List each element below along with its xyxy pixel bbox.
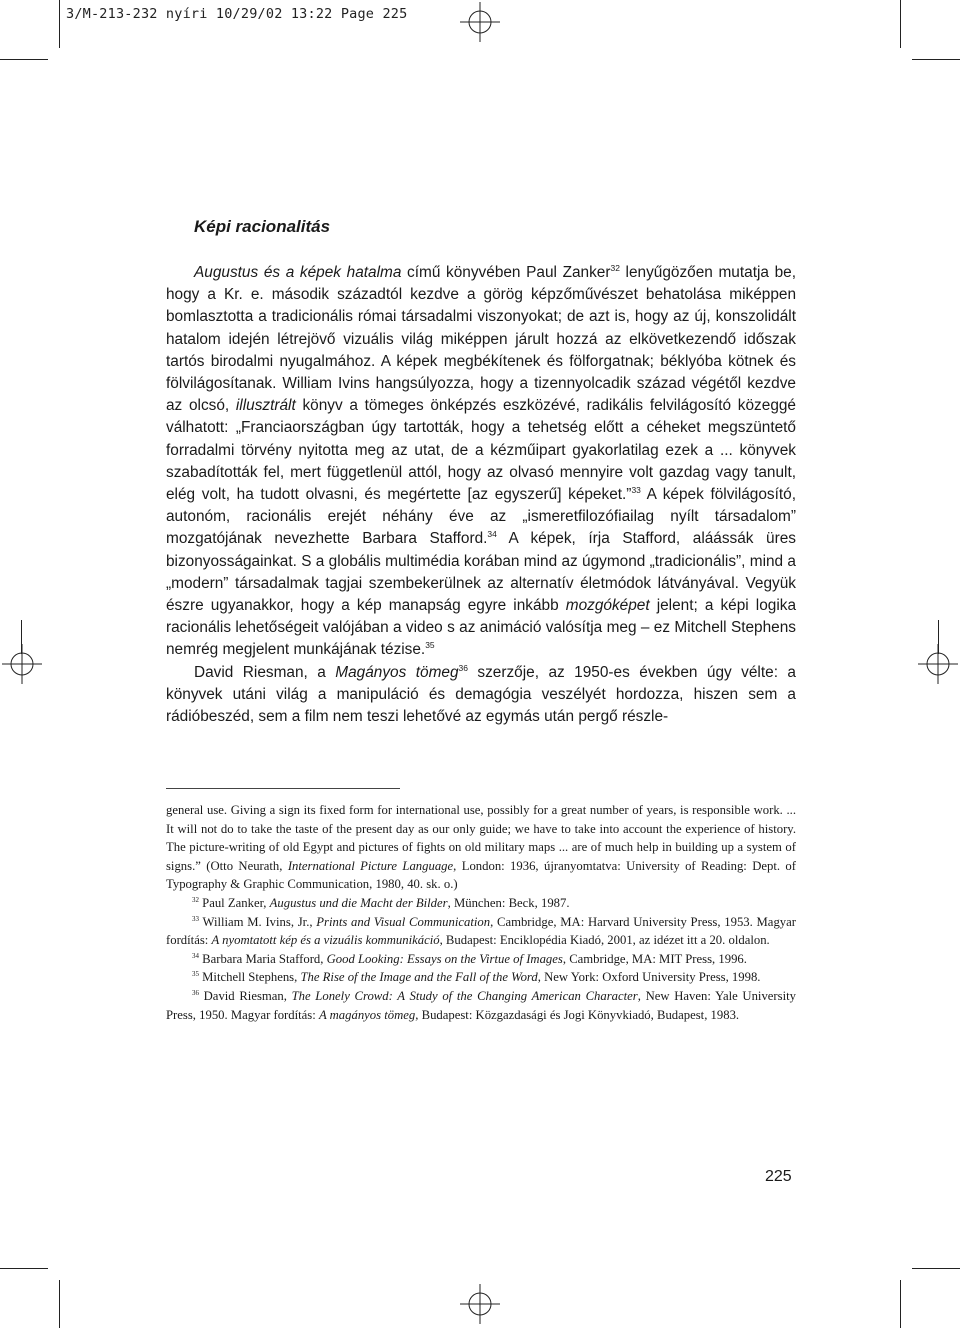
footnote-number: 33 [192, 914, 199, 923]
text-run: , Budapest: Enciklopédia Kiadó, 2001, az idézet itt a 20. oldalon. [439, 933, 770, 948]
section-title: Képi racionalitás [194, 217, 331, 236]
footnote-number: 35 [192, 970, 199, 979]
text-run: , Budapest: Közgazdasági és Jogi Könyvkiadó, Budapest, 1983. [415, 1007, 740, 1022]
text-run: , London: 1936, újranyomtatva: University of Reading: Dept. of Typography & Graphic Communication, 1980, 40. sk. o.) [166, 858, 796, 892]
registration-mark-bottom [460, 1284, 500, 1324]
paragraph-1 [166, 262, 796, 662]
crop-mark-left-vertical [21, 620, 22, 654]
body-text [166, 262, 796, 728]
crop-mark-top-left-vertical [59, 0, 60, 48]
footnote-33 [166, 913, 796, 950]
text-run: jelent; a képi logika racionális lehetőségeit valójában a video s az animáció valósítja meg – ez Mitchell Stephens nemrég megjelent munkájának tézise. [166, 597, 797, 659]
paragraph-2 [166, 662, 796, 729]
footnote-36 [166, 987, 796, 1024]
text-run: könyv a tömeges önképzés eszközévé, radikális felvilágosító közeggé válhatott: „Franciaországban úgy tartották, hogy a tehetség előtt a céheket megszüntető forradalmi törvény nyitotta meg az utat, de a kézműipart gyakorlatilag ezek a ... könyvek szabadították fel, mert függetlenül attól, hogy az olvasó mennyire volt gazdag vagy tanult, elég volt, ha tudott olvasni, és megértette [az egyszerű] képeket.” [166, 397, 796, 504]
registration-mark-left [2, 644, 42, 684]
text-run: című könyvében Paul Zanker [401, 264, 611, 281]
registration-mark-top [460, 2, 500, 42]
book-title-augustus: Augustus és a képek hatalma [194, 264, 402, 281]
crop-mark-bottom-left-vertical [59, 1280, 60, 1328]
text-run: Mitchell Stephens, [198, 970, 301, 985]
crop-mark-bottom-right-horizontal [912, 1268, 960, 1269]
text-run: A képek, írja Stafford, aláássák üres bizonyosságainkat. S a globális multimédia korában mind az úgymond „tradicionális”, mind a „modern” társadalmak tagjai szembekerülnek az alternatív életmódok látványával. Vegyük észre ugyanakkor, hogy a kép manapság egyre inkább [166, 530, 796, 615]
footnote-ref-33[interactable]: 33 [631, 484, 641, 495]
text-run: A képek fölvilágosító, autonóm, racionális erejét néhány éve az „ismeretfilozófiailag nyílt társadalom” mozgatójának nevezhette Barbara Stafford. [166, 486, 796, 548]
footnote-35 [166, 968, 796, 987]
print-slug-line: 3/M-213-232 nyíri 10/29/02 13:22 Page 225 [66, 6, 408, 22]
crop-mark-bottom-right-vertical [900, 1280, 901, 1328]
emphasis-mozgokepet: mozgóképet [565, 597, 650, 615]
crop-mark-top-left-horizontal [0, 59, 48, 60]
text-run: szerzője, az 1950-es években úgy vélte: a könyvek utáni világ a manipuláció és demagógia veszélyét hordozza, hiszen sem a rádióbeszéd, sem a film nem teszi lehetővé az egymás után pergő részle- [166, 663, 796, 726]
text-run: , Cambridge, MA: MIT Press, 1996. [562, 951, 747, 966]
text-run: , Cambridge, MA: Harvard University Press, 1953. Magyar fordítás: [166, 914, 796, 948]
footnote-32 [166, 894, 796, 913]
crop-mark-top-right-vertical [900, 0, 901, 48]
book-title: The Rise of the Image and the Fall of the Word [300, 970, 538, 985]
book-title: A nyomtatott kép és a vizuális kommunikáció [211, 933, 440, 948]
footnote-separator [166, 788, 400, 789]
book-title: International Picture Language [287, 858, 454, 873]
footnote-continued [166, 801, 796, 894]
text-run: Barbara Maria Stafford, [198, 951, 327, 966]
footnote-ref-32[interactable]: 32 [610, 262, 620, 273]
footnote-ref-35[interactable]: 35 [425, 640, 435, 651]
text-run: , New Haven: Yale University Press, 1950. Magyar fordítás: [166, 988, 796, 1022]
text-run: Paul Zanker, [198, 895, 270, 910]
footnote-number: 36 [192, 988, 199, 997]
crop-mark-top-right-horizontal [912, 59, 960, 60]
text-run: , New York: Oxford University Press, 1998. [537, 970, 761, 985]
book-title: A magányos tömeg [318, 1007, 416, 1022]
text-run: , München: Beck, 1987. [447, 895, 570, 910]
text-run: William M. Ivins, Jr., [198, 914, 317, 929]
book-title: The Lonely Crowd: A Study of the Changing American Character [291, 988, 638, 1003]
text-run: general use. Giving a sign its fixed form for international use, possibly for a great number of years, is responsible work. ... It will not do to take the taste of the present day as our only guide; we have to take into account the experience of history. The picture-writing of old Egypt and pictures of fights on old military maps ... are of much help in building up a system of signs.” (Otto Neurath, [166, 803, 796, 873]
crop-mark-right-vertical [938, 620, 939, 654]
page-number: 225 [765, 1168, 792, 1185]
footnote-ref-36[interactable]: 36 [458, 662, 468, 673]
book-title: Augustus und die Macht der Bilder [269, 895, 448, 910]
text-run: David Riesman, [198, 988, 292, 1003]
footnote-ref-34[interactable]: 34 [487, 529, 497, 540]
text-run: David Riesman, a [194, 663, 336, 681]
text-run: lenyűgözően mutatja be, hogy a Kr. e. második századtól kezdve a görög képzőművészet behatolása miképpen bomlasztotta a tradicionális római társadalmi viszonyokat; de azt is, hogy az új, konszolidált hatalom idején létrejövő vizuális világ miképpen járult hozzá az elkövetkezendő időszak tartós birodalmi nyugalmához. A képek megbékítenek és fölforgatnak; béklyóba kötnek és fölvilágosítanak. William Ivins hangsúlyozza, hogy a tizennyolcadik század végétől kezdve az olcsó, [166, 264, 796, 415]
crop-mark-bottom-left-horizontal [0, 1268, 48, 1269]
book-title-magyanos-tomeg: Magányos tömeg [335, 663, 459, 681]
footnotes [166, 801, 796, 1024]
book-title: Prints and Visual Communication [316, 914, 491, 929]
emphasis-illusztralt: illusztrált [235, 397, 296, 415]
footnote-34 [166, 950, 796, 969]
book-title: Good Looking: Essays on the Virtue of Images [326, 951, 563, 966]
footnote-number: 32 [192, 895, 199, 904]
footnote-number: 34 [192, 951, 199, 960]
